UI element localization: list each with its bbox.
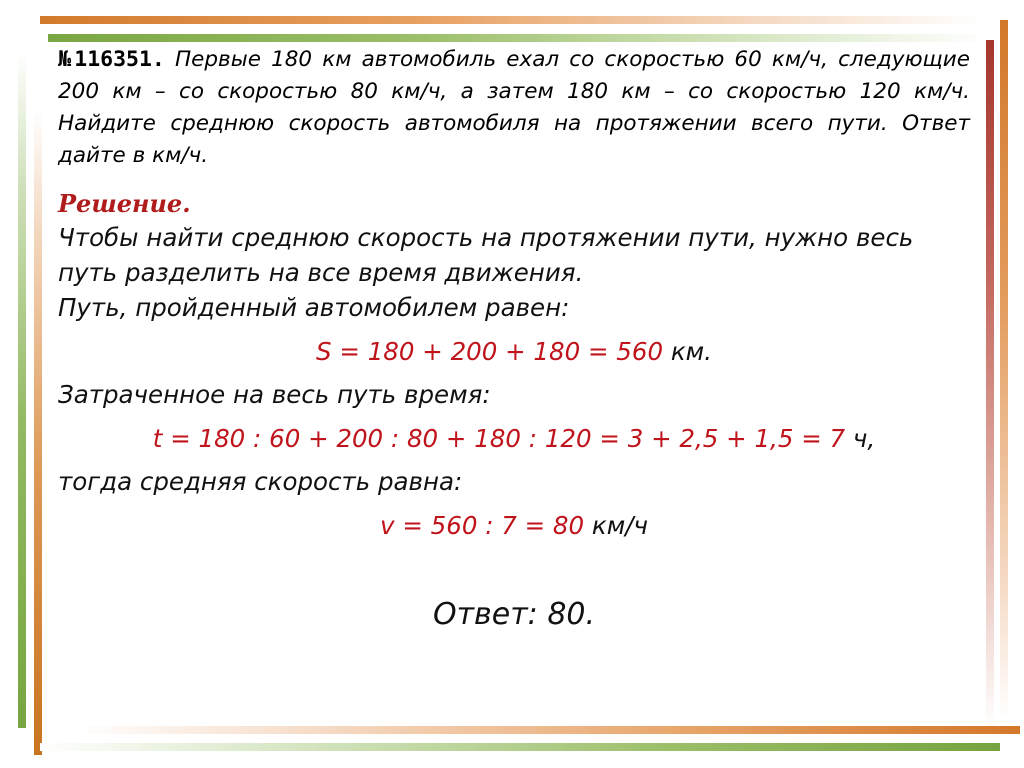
frame-top-orange-bar — [40, 16, 980, 24]
time-formula-line — [58, 421, 970, 456]
frame-bottom-orange-bar — [74, 726, 1020, 734]
speed-formula-line — [58, 508, 970, 543]
answer: Ответ: 80. — [432, 597, 596, 632]
solution-heading: Решение. — [58, 189, 191, 218]
time-formula: t = 180 : 60 + 200 : 80 + 180 : 120 = 3 + 2,5 + 1,5 = 7 — [152, 424, 846, 453]
problem-statement — [58, 44, 970, 172]
frame-right-red-bar — [986, 40, 994, 730]
solution-intro: Чтобы найти среднюю скорость на протяжении пути, нужно весь путь разделить на все время движения. — [58, 223, 914, 287]
frame-right-orange-bar — [1000, 20, 1008, 720]
frame-left-green-bar — [18, 52, 26, 728]
frame-bottom-green-bar — [40, 743, 1000, 751]
time-unit: ч, — [845, 424, 876, 453]
problem-number: №116351. — [58, 47, 165, 72]
speed-unit: км/ч — [584, 511, 648, 540]
path-label: Путь, пройденный автомобилем равен: — [58, 293, 570, 322]
frame-left-orange-bar — [34, 110, 42, 755]
path-formula: S = 180 + 200 + 180 = 560 — [316, 337, 664, 366]
speed-label: тогда средняя скорость равна: — [58, 467, 463, 496]
path-unit: км. — [663, 337, 712, 366]
problem-text: Первые 180 км автомобиль ехал со скоростью 60 км/ч, следующие 200 км – со скоростью 80 км/ч, а затем 180 км – со скоростью 120 км/ч. Найдите среднюю скорость автомобиля на протяжении всего пути. Ответ дайте в км/ч. — [58, 47, 970, 168]
speed-formula: v = 560 : 7 = 80 — [380, 511, 585, 540]
path-formula-line — [58, 334, 970, 369]
slide-content — [58, 44, 970, 635]
time-label: Затраченное на весь путь время: — [58, 380, 491, 409]
frame-top-green-bar — [48, 34, 988, 42]
